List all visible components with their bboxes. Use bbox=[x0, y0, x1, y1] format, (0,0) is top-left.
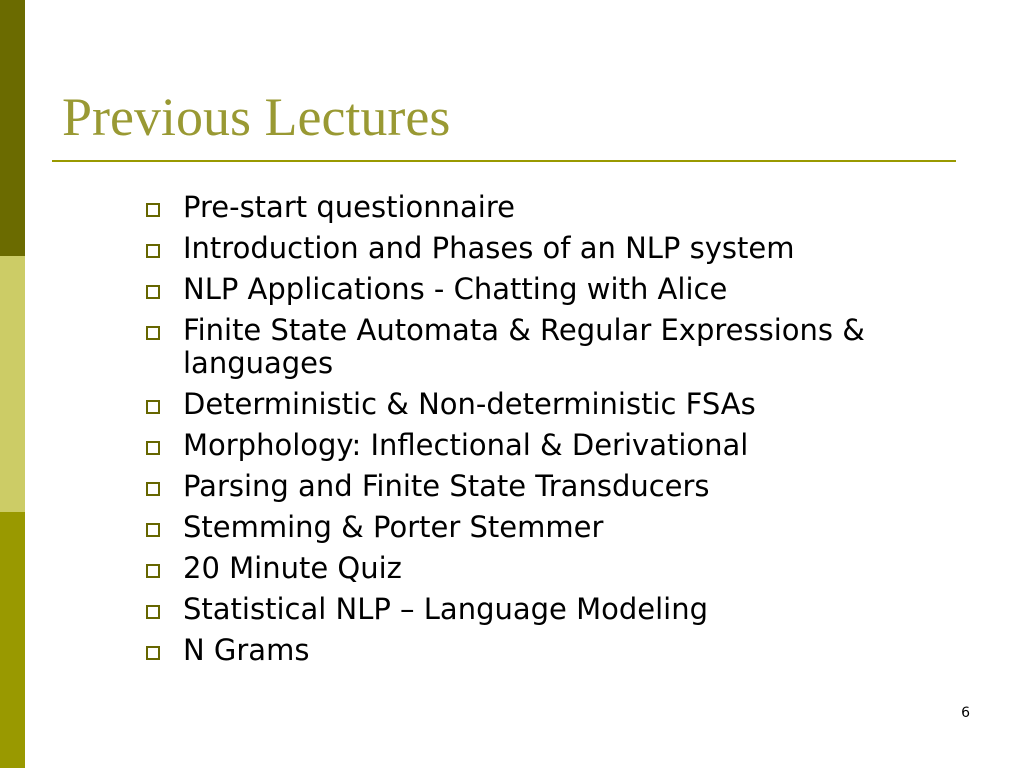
hollow-square-bullet-icon bbox=[146, 441, 160, 455]
bullet-item bbox=[146, 511, 976, 544]
hollow-square-bullet-icon bbox=[146, 326, 160, 340]
bullet-text: Pre-start questionnaire bbox=[183, 190, 515, 224]
bullet-item bbox=[146, 593, 976, 626]
hollow-square-bullet-icon bbox=[146, 523, 160, 537]
bullet-item bbox=[146, 634, 976, 667]
bullet-text: Parsing and Finite State Transducers bbox=[183, 469, 710, 503]
bullet-text: N Grams bbox=[183, 633, 310, 667]
bullet-item bbox=[146, 552, 976, 585]
bullet-item bbox=[146, 314, 976, 380]
hollow-square-bullet-icon bbox=[146, 564, 160, 578]
bullet-text: Morphology: Inflectional & Derivational bbox=[183, 428, 749, 462]
sidebar-band-middle bbox=[0, 256, 25, 512]
title-underline bbox=[52, 160, 956, 162]
bullet-text: Stemming & Porter Stemmer bbox=[183, 510, 604, 544]
hollow-square-bullet-icon bbox=[146, 482, 160, 496]
bullet-text: Finite State Automata & Regular Expressions & languages bbox=[183, 313, 865, 380]
hollow-square-bullet-icon bbox=[146, 646, 160, 660]
hollow-square-bullet-icon bbox=[146, 203, 160, 217]
bullet-item bbox=[146, 470, 976, 503]
bullet-item bbox=[146, 429, 976, 462]
bullet-item bbox=[146, 191, 976, 224]
bullet-list bbox=[146, 191, 976, 675]
bullet-text: Statistical NLP – Language Modeling bbox=[183, 592, 709, 626]
sidebar-band-top bbox=[0, 0, 25, 256]
hollow-square-bullet-icon bbox=[146, 605, 160, 619]
hollow-square-bullet-icon bbox=[146, 400, 160, 414]
bullet-item bbox=[146, 388, 976, 421]
slide-title: Previous Lectures bbox=[62, 87, 451, 147]
hollow-square-bullet-icon bbox=[146, 285, 160, 299]
hollow-square-bullet-icon bbox=[146, 244, 160, 258]
bullet-item bbox=[146, 232, 976, 265]
bullet-text: NLP Applications - Chatting with Alice bbox=[183, 272, 728, 306]
sidebar-band-bottom bbox=[0, 512, 25, 768]
bullet-item bbox=[146, 273, 976, 306]
bullet-text: Introduction and Phases of an NLP system bbox=[183, 231, 795, 265]
page-number: 6 bbox=[961, 705, 970, 721]
bullet-text: Deterministic & Non-deterministic FSAs bbox=[183, 387, 756, 421]
bullet-text: 20 Minute Quiz bbox=[183, 551, 402, 585]
